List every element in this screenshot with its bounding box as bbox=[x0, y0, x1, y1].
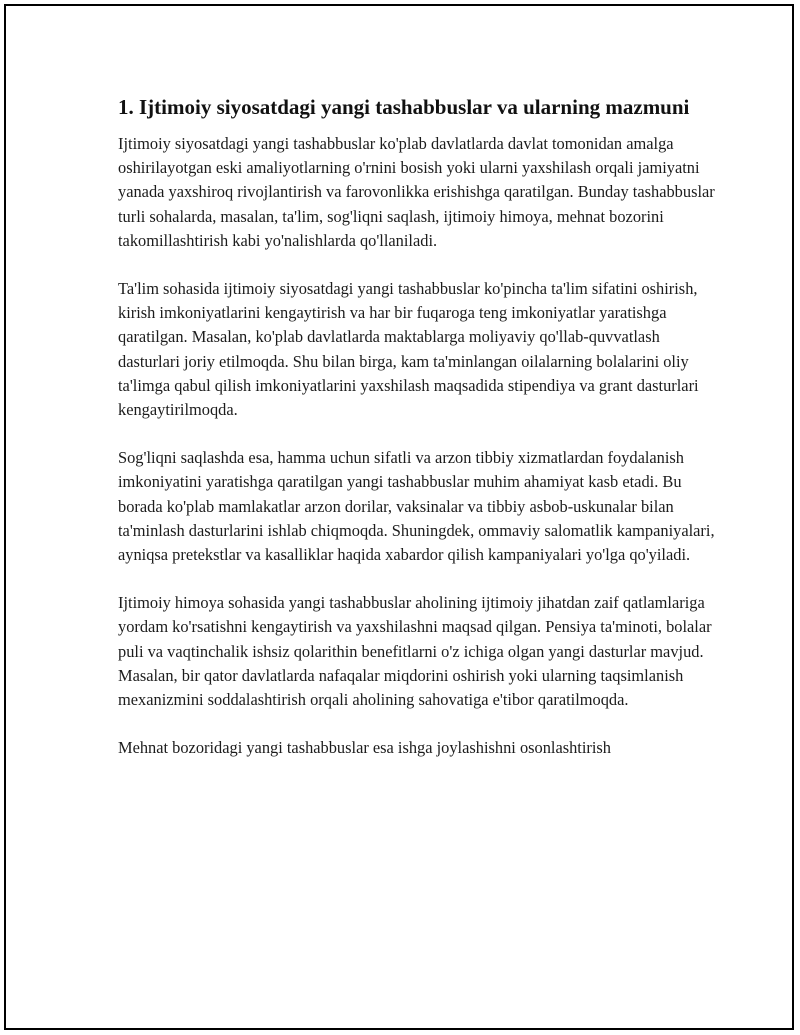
paragraph-labor-market: Mehnat bozoridagi yangi tashabbuslar esa ishga joylashishni osonlashtirish bbox=[118, 738, 611, 758]
section-heading: 1. Ijtimoiy siyosatdagi yangi tashabbuslar va ularning mazmuni bbox=[118, 95, 690, 119]
paragraph-social-protection: Ijtimoiy himoya sohasida yangi tashabbuslar aholining ijtimoiy jihatdan zaif qatlamlariga yordam ko'rsatishni kengaytirish va yaxshilashni maqsad qilgan. Pensiya ta'minoti, bolalar puli va vaqtinchalik ishsiz qolarithin benefitlarni o'z ichiga olgan yangi dasturlar mavjud. Masalan, bir qator davlatlarda nafaqalar miqdorini oshirish yoki ularning taqsimlanish mexanizmini soddalashtirish orqali aholining sahovatiga e'tibor qaratilmoqda. bbox=[118, 593, 712, 710]
paragraph-healthcare: Sog'liqni saqlashda esa, hamma uchun sifatli va arzon tibbiy xizmatlardan foydalanish imkoniyatini yaratishga qaratilgan yangi tashabbuslar muhim ahamiyat kasb etadi. Bu borada ko'plab mamlakatlar arzon dorilar, vaksinalar va tibbiy asbob-uskunalar bilan ta'minlash dasturlarini ishlab chiqmoqda. Shuningdek, ommaviy salomatlik kampaniyalari, ayniqsa pretekstlar va kasalliklar haqida xabardor qilish kampaniyalari yo'lga qo'yiladi. bbox=[118, 448, 715, 565]
paragraph-education: Ta'lim sohasida ijtimoiy siyosatdagi yangi tashabbuslar ko'pincha ta'lim sifatini oshirish, kirish imkoniyatlarini kengaytirish va har bir fuqaroga teng imkoniyatlar yaratishga qaratilgan. Masalan, ko'plab davlatlarda maktablarga moliyaviy qo'llab-quvvatlash dasturlari joriy etilmoqda. Shu bilan birga, kam ta'minlangan oilalarning bolalarini oliy ta'limga qabul qilish imkoniyatlarini yaxshilash maqsadida stipendiya va grant dasturlari kengaytirilmoqda. bbox=[118, 279, 699, 420]
paragraph-intro: Ijtimoiy siyosatdagi yangi tashabbuslar ko'plab davlatlarda davlat tomonidan amalga oshirilayotgan eski amaliyotlarning o'rnini bosish yoki ularni yaxshilash orqali jamiyatni yanada yaxshiroq rivojlantirish va farovonlikka erishishga qaratilgan. Bunday tashabbuslar turli sohalarda, masalan, ta'lim, sog'liqni saqlash, ijtimoiy himoya, mehnat bozorini takomillashtirish kabi yo'nalishlarda qo'llaniladi. bbox=[118, 134, 715, 250]
document-body bbox=[118, 92, 718, 760]
